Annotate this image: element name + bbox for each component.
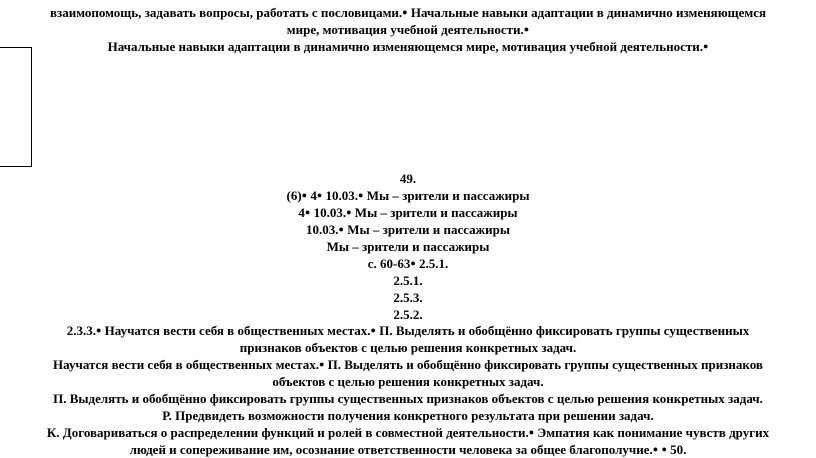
mid-line-2: 4● 10.03.● Мы – зрители и пассажиры <box>298 205 518 220</box>
lesson-number: 49. <box>399 171 417 186</box>
mid-line-8: 2.5.2. <box>393 307 423 322</box>
mid-line-4: Мы – зрители и пассажиры <box>326 239 490 254</box>
bot-line-1: 2.3.3.● Научатся вести себя в общественных местах.● П. Выделять и обобщённо фиксировать группы существенных <box>66 323 750 338</box>
bot-line-5: П. Выделять и обобщённо фиксировать группы существенных признаков объектов с целью решения конкретных задач. <box>53 391 763 406</box>
bot-line-3: Научатся вести себя в общественных местах.● П. Выделять и обобщённо фиксировать группы существенных признаков <box>53 357 763 372</box>
bot-line-8: людей и сопереживание им, осознание ответственности человека за общее благополучие.● ● 50. <box>129 442 687 457</box>
top-text <box>0 4 816 55</box>
mid-line-1: (6)● 4● 10.03.● Мы – зрители и пассажиры <box>286 188 530 203</box>
bot-line-4: объектов с целью решения конкретных задач. <box>272 374 544 389</box>
bot-line-6: Р. Предвидеть возможности получения конкретного результата при решении задач. <box>162 408 654 423</box>
top-line-1: взаимопомощь, задавать вопросы, работать с пословицами.● Начальные навыки адаптации в динамично изменяющемся <box>49 5 767 20</box>
mid-line-7: 2.5.3. <box>393 290 423 305</box>
middle-text <box>0 170 816 323</box>
mid-line-5: с. 60-63● 2.5.1. <box>367 256 449 271</box>
bot-line-7: К. Договариваться о распределении функций и ролей в совместной деятельности.● Эмпатия как понимание чувств других <box>46 425 770 440</box>
top-line-3: Начальные навыки адаптации в динамично изменяющемся мире, мотивация учебной деятельности.● <box>107 39 709 54</box>
top-line-2: мире, мотивация учебной деятельности.● <box>286 22 530 37</box>
mid-line-3: 10.03.● Мы – зрители и пассажиры <box>306 222 510 237</box>
mid-line-6: 2.5.1. <box>393 273 423 288</box>
text-frame <box>0 47 32 167</box>
bot-line-2: признаков объектов с целью решения конкретных задач. <box>239 340 577 355</box>
bottom-text <box>0 322 816 458</box>
